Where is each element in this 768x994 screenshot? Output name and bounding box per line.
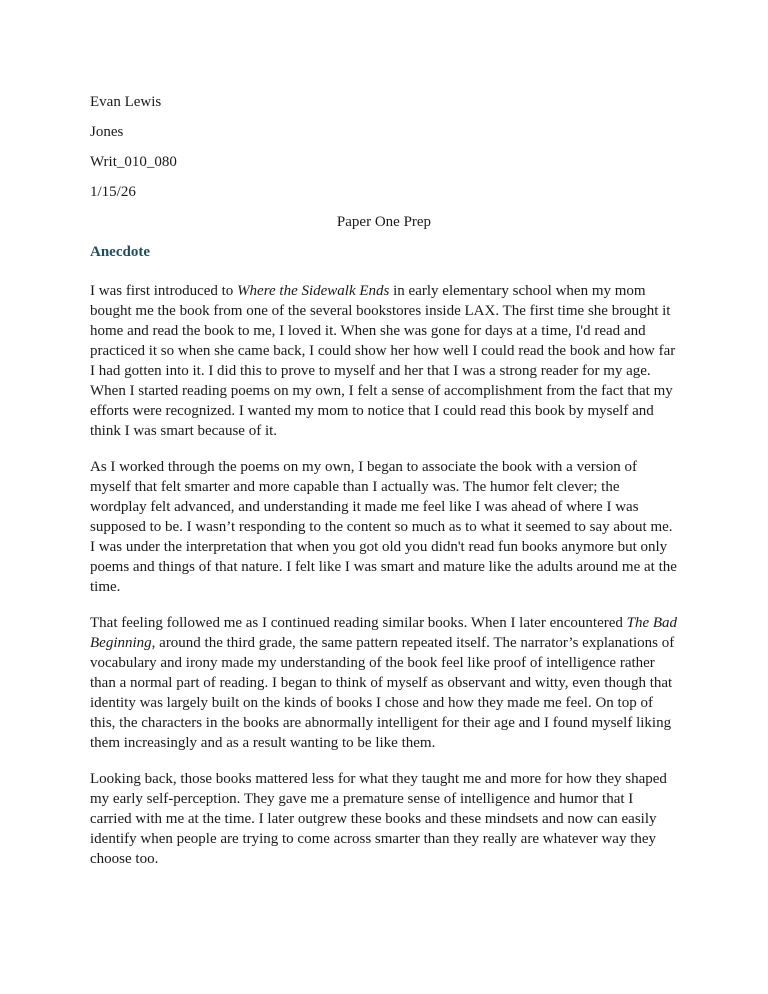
document-title: Paper One Prep	[336, 214, 432, 230]
book-title-italic: The Bad Beginning	[90, 615, 678, 651]
section-heading-anecdote: Anecdote	[90, 244, 150, 260]
book-title-italic: Where the Sidewalk Ends	[237, 283, 390, 299]
paragraph-text: in early elementary school when my mom bought me the book from one of the several bookstores inside LAX. The first time she brought it home and read the book to me, I loved it. When she was gone for days at a time, I'd read and practiced it so when she came back, I could show her how well I could read the book and how far I had gotten into it. I did this to prove to myself and her that I was a strong reader for my age. When I started reading poems on my own, I felt a sense of accomplishment from the fact that my efforts were recognized. I wanted my mom to notice that I could read this book by myself and think I was smart because of it.	[90, 283, 676, 439]
header-line: 1/15/26	[90, 184, 136, 200]
paragraph-text: As I worked through the poems on my own, I began to associate the book with a version of myself that felt smarter and more capable than I actually was. The humor felt clever; the wordplay felt advanced, and understanding it made me feel like I was ahead of where I was supposed to be. I wasn’t responding to the content so much as to what it seemed to say about me. I was under the interpretation that when you got old you didn't read fun books anymore but only poems and things of that nature. I felt like I was smart and mature like the adults around me at the time.	[90, 459, 677, 595]
paragraph-text: , around the third grade, the same pattern repeated itself. The narrator’s explanations of vocabulary and irony made my understanding of the book feel like proof of intelligence rather than a normal part of reading. I began to think of myself as observant and witty, even though that identity was largely built on the kinds of books I chose and how they made me feel. On top of this, the characters in the books are abnormally intelligent for their age and I found myself liking them increasingly and as a result wanting to be like them.	[90, 635, 675, 751]
paragraph	[90, 457, 678, 597]
paragraph-text: Looking back, those books mattered less for what they taught me and more for how they shaped my early self-perception. They gave me a premature sense of intelligence and humor that I carried with me at the time. I later outgrew these books and these mindsets and now can easily identify when people are trying to come across smarter than they really are whatever way they choose too.	[90, 771, 667, 867]
paragraph	[90, 281, 678, 441]
header-line: Evan Lewis	[90, 94, 162, 110]
document-body	[90, 281, 678, 869]
paragraph-text: I was first introduced to	[90, 283, 238, 299]
paragraph	[90, 769, 678, 869]
paragraph	[90, 613, 678, 753]
header-line: Writ_010_080	[90, 154, 177, 170]
header-line: Jones	[90, 124, 124, 140]
paragraph-text: That feeling followed me as I continued reading similar books. When I later encountered	[90, 615, 627, 631]
document-header	[90, 92, 678, 202]
